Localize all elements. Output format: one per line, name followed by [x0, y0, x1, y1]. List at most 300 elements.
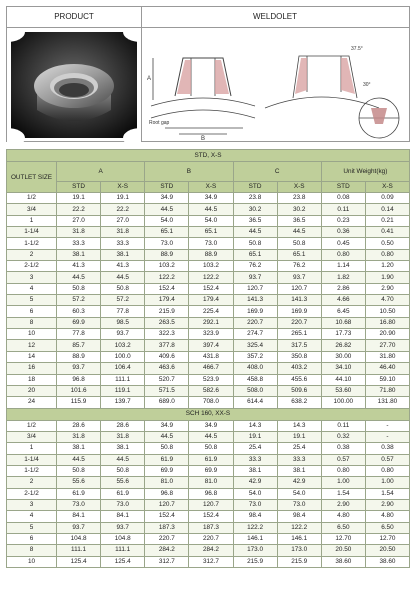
table-cell: 31.8 — [57, 431, 101, 442]
table-cell: 8 — [7, 317, 57, 328]
table-cell: 60.3 — [57, 306, 101, 317]
table-cell: 65.1 — [189, 227, 233, 238]
table-row — [7, 204, 410, 215]
table-row — [7, 193, 410, 204]
table-cell: 4.66 — [321, 295, 365, 306]
table-cell: - — [365, 431, 409, 442]
table-cell: 81.0 — [189, 477, 233, 488]
table-cell: 54.0 — [277, 488, 321, 499]
table-cell: 120.7 — [145, 499, 189, 510]
table-cell: 20.50 — [321, 545, 365, 556]
table-cell: 2 — [7, 477, 57, 488]
table-cell: 220.7 — [189, 533, 233, 544]
table-cell: 2-1/2 — [7, 261, 57, 272]
table-cell: 69.9 — [189, 465, 233, 476]
table-cell: 33.3 — [233, 454, 277, 465]
table-row — [7, 272, 410, 283]
table-cell: 65.1 — [277, 249, 321, 260]
table-row — [7, 522, 410, 533]
table-cell: 76.2 — [277, 261, 321, 272]
table-cell: 111.1 — [101, 545, 145, 556]
table-cell: 409.6 — [145, 351, 189, 362]
table-cell: 31.8 — [101, 431, 145, 442]
section-title: STD, X-S — [7, 150, 410, 162]
table-cell: 76.2 — [233, 261, 277, 272]
table-cell: 44.5 — [189, 204, 233, 215]
table-cell: 73.0 — [101, 499, 145, 510]
table-cell: 54.0 — [189, 215, 233, 226]
table-cell: 33.3 — [101, 238, 145, 249]
table-cell: 1 — [7, 215, 57, 226]
table-row — [7, 454, 410, 465]
table-cell: 0.36 — [321, 227, 365, 238]
table-cell: 106.4 — [101, 363, 145, 374]
table-cell: 31.8 — [101, 227, 145, 238]
table-cell: 614.4 — [233, 397, 277, 408]
table-cell: 50.8 — [233, 238, 277, 249]
table-cell: 38.1 — [57, 443, 101, 454]
table-cell: 1/2 — [7, 420, 57, 431]
table-cell: 431.8 — [189, 351, 233, 362]
table-cell: 20.50 — [365, 545, 409, 556]
table-cell: 689.0 — [145, 397, 189, 408]
table-cell: 2.90 — [365, 499, 409, 510]
table-cell: 38.1 — [233, 465, 277, 476]
table-cell: 33.3 — [277, 454, 321, 465]
table-cell: 30.00 — [321, 351, 365, 362]
table-cell: 152.4 — [145, 283, 189, 294]
table-cell: 36.5 — [233, 215, 277, 226]
table-cell: 50.8 — [101, 283, 145, 294]
table-row — [7, 556, 410, 567]
table-cell: 4.70 — [365, 295, 409, 306]
table-cell: 17.73 — [321, 329, 365, 340]
table-row — [7, 443, 410, 454]
table-cell: 274.7 — [233, 329, 277, 340]
table-cell: 16 — [7, 363, 57, 374]
table-cell: 0.57 — [365, 454, 409, 465]
table-cell: 139.7 — [101, 397, 145, 408]
table-cell: 1.00 — [321, 477, 365, 488]
table-cell: 88.9 — [189, 249, 233, 260]
table-cell: 292.1 — [189, 317, 233, 328]
table-cell: 3/4 — [7, 204, 57, 215]
section-header-row — [7, 408, 410, 420]
table-cell: 57.2 — [57, 295, 101, 306]
table-cell: 6.45 — [321, 306, 365, 317]
table-cell: 88.9 — [145, 249, 189, 260]
table-cell: 100.0 — [101, 351, 145, 362]
table-cell: 284.2 — [189, 545, 233, 556]
header-divider — [141, 27, 142, 141]
table-cell: 38.1 — [101, 249, 145, 260]
table-row — [7, 249, 410, 260]
table-cell: 350.8 — [277, 351, 321, 362]
table-cell: 2.90 — [321, 499, 365, 510]
table-cell: 0.80 — [365, 465, 409, 476]
table-row — [7, 261, 410, 272]
table-cell: 61.9 — [57, 488, 101, 499]
table-row — [7, 545, 410, 556]
table-cell: 2.86 — [321, 283, 365, 294]
table-cell: 100.00 — [321, 397, 365, 408]
table-cell: 0.14 — [365, 204, 409, 215]
table-cell: 5 — [7, 295, 57, 306]
table-cell: 22.2 — [101, 204, 145, 215]
table-cell: 44.5 — [145, 431, 189, 442]
col-outlet-size: OUTLET SIZE — [7, 162, 57, 193]
table-cell: 3 — [7, 272, 57, 283]
table-cell: 6.50 — [365, 522, 409, 533]
weldolet-dimension-drawing — [143, 28, 409, 142]
col-b-std: STD — [145, 182, 189, 193]
table-cell: 1.54 — [365, 488, 409, 499]
table-row — [7, 488, 410, 499]
table-cell: 20 — [7, 385, 57, 396]
table-cell: 20.90 — [365, 329, 409, 340]
col-a: A — [57, 162, 145, 182]
table-cell: 0.80 — [365, 249, 409, 260]
table-cell: 6.50 — [321, 522, 365, 533]
table-cell: 42.9 — [277, 477, 321, 488]
table-cell: 523.9 — [189, 374, 233, 385]
table-cell: 85.7 — [57, 340, 101, 351]
table-cell: 44.5 — [145, 204, 189, 215]
table-cell: 1-1/4 — [7, 227, 57, 238]
table-cell: 1.82 — [321, 272, 365, 283]
table-row — [7, 363, 410, 374]
table-cell: 38.1 — [101, 443, 145, 454]
table-cell: 0.45 — [321, 238, 365, 249]
table-cell: 12.70 — [321, 533, 365, 544]
table-cell: 28.6 — [101, 420, 145, 431]
table-cell: 38.1 — [57, 249, 101, 260]
table-cell: 408.0 — [233, 363, 277, 374]
table-cell: 3 — [7, 499, 57, 510]
table-cell: 312.7 — [189, 556, 233, 567]
table-cell: 120.7 — [189, 499, 233, 510]
table-cell: 1.00 — [365, 477, 409, 488]
table-cell: 34.9 — [145, 193, 189, 204]
table-cell: 44.5 — [101, 272, 145, 283]
table-cell: 96.8 — [189, 488, 233, 499]
table-cell: 141.3 — [277, 295, 321, 306]
col-c-std: STD — [233, 182, 277, 193]
table-row — [7, 317, 410, 328]
table-row — [7, 295, 410, 306]
product-header-panel — [6, 6, 410, 142]
table-cell: 187.3 — [189, 522, 233, 533]
table-cell: 61.9 — [145, 454, 189, 465]
table-cell: 77.8 — [57, 329, 101, 340]
table-cell: 0.08 — [321, 193, 365, 204]
table-cell: 69.9 — [57, 317, 101, 328]
table-cell: 146.1 — [277, 533, 321, 544]
table-cell: 0.11 — [321, 204, 365, 215]
table-cell: 263.5 — [145, 317, 189, 328]
table-cell: 73.0 — [57, 499, 101, 510]
table-subheader-row — [7, 182, 410, 193]
table-cell: 0.80 — [321, 249, 365, 260]
table-cell: 2.90 — [365, 283, 409, 294]
table-cell: 30.2 — [233, 204, 277, 215]
table-header-row — [7, 162, 410, 182]
table-cell: 220.7 — [233, 317, 277, 328]
table-row — [7, 477, 410, 488]
table-cell: 1.14 — [321, 261, 365, 272]
table-cell: 1-1/2 — [7, 465, 57, 476]
table-cell: 54.0 — [145, 215, 189, 226]
table-cell: 31.8 — [57, 227, 101, 238]
table-cell: 0.41 — [365, 227, 409, 238]
table-cell: 44.5 — [233, 227, 277, 238]
table-cell: 0.80 — [321, 465, 365, 476]
table-cell: 122.2 — [189, 272, 233, 283]
table-cell: 141.3 — [233, 295, 277, 306]
table-cell: 520.7 — [145, 374, 189, 385]
table-cell: 14.3 — [277, 420, 321, 431]
table-row — [7, 511, 410, 522]
table-cell: 1-1/4 — [7, 454, 57, 465]
table-cell: 34.10 — [321, 363, 365, 374]
table-cell: 312.7 — [145, 556, 189, 567]
table-cell: 458.8 — [233, 374, 277, 385]
table-cell: 73.0 — [233, 499, 277, 510]
root-gap-label: Root gap — [149, 120, 170, 126]
table-cell: 0.38 — [321, 443, 365, 454]
table-cell: 0.32 — [321, 431, 365, 442]
table-row — [7, 238, 410, 249]
table-cell: 96.8 — [57, 374, 101, 385]
table-cell: 122.2 — [233, 522, 277, 533]
table-cell: 169.9 — [277, 306, 321, 317]
table-cell: 50.8 — [57, 283, 101, 294]
table-cell: 169.9 — [233, 306, 277, 317]
table-cell: 41.3 — [57, 261, 101, 272]
table-cell: 10.68 — [321, 317, 365, 328]
table-cell: 38.60 — [321, 556, 365, 567]
table-cell: 122.2 — [277, 522, 321, 533]
table-row — [7, 340, 410, 351]
table-cell: 50.8 — [189, 443, 233, 454]
weldolet-caption: WELDOLET — [141, 7, 409, 28]
weldolet-product-photo — [7, 28, 141, 142]
col-weight-xs: X-S — [365, 182, 409, 193]
table-cell: 152.4 — [189, 283, 233, 294]
table-cell: 42.9 — [233, 477, 277, 488]
dim-label-a: A — [147, 76, 152, 82]
table-cell: 103.2 — [101, 340, 145, 351]
col-b: B — [145, 162, 233, 182]
table-cell: 284.2 — [145, 545, 189, 556]
table-cell: 131.80 — [365, 397, 409, 408]
table-cell: 93.7 — [57, 522, 101, 533]
table-cell: 10 — [7, 556, 57, 567]
table-cell: 115.9 — [57, 397, 101, 408]
table-cell: 93.7 — [101, 329, 145, 340]
table-cell: 220.7 — [277, 317, 321, 328]
table-row — [7, 397, 410, 408]
table-cell: 73.0 — [189, 238, 233, 249]
table-cell: 0.23 — [321, 215, 365, 226]
table-cell: 55.6 — [57, 477, 101, 488]
table-cell: 0.09 — [365, 193, 409, 204]
table-row — [7, 533, 410, 544]
dim-label-b: B — [201, 136, 206, 142]
table-cell: 38.60 — [365, 556, 409, 567]
table-body — [7, 193, 410, 568]
table-cell: 708.0 — [189, 397, 233, 408]
table-cell: 73.0 — [277, 499, 321, 510]
table-cell: 31.80 — [365, 351, 409, 362]
table-cell: 220.7 — [145, 533, 189, 544]
col-b-xs: X-S — [189, 182, 233, 193]
table-cell: 265.1 — [277, 329, 321, 340]
table-row — [7, 431, 410, 442]
table-cell: 463.6 — [145, 363, 189, 374]
table-row — [7, 329, 410, 340]
table-cell: 125.4 — [101, 556, 145, 567]
table-cell: 571.5 — [145, 385, 189, 396]
table-cell: 377.8 — [145, 340, 189, 351]
table-cell: 98.4 — [277, 511, 321, 522]
angle-label-1: 37.5° — [351, 46, 363, 52]
table-cell: 187.3 — [145, 522, 189, 533]
table-cell: 27.70 — [365, 340, 409, 351]
table-cell: 152.4 — [145, 511, 189, 522]
table-cell: 34.9 — [189, 193, 233, 204]
table-cell: 509.6 — [277, 385, 321, 396]
table-cell: 33.3 — [57, 238, 101, 249]
table-row — [7, 306, 410, 317]
table-cell: 111.1 — [57, 545, 101, 556]
table-cell: 44.5 — [189, 431, 233, 442]
table-cell: 27.0 — [101, 215, 145, 226]
table-cell: 173.0 — [277, 545, 321, 556]
table-cell: 120.7 — [233, 283, 277, 294]
table-cell: 25.4 — [277, 443, 321, 454]
table-row — [7, 351, 410, 362]
table-cell: 6 — [7, 533, 57, 544]
col-unit-weight: Unit Weight(kg) — [321, 162, 409, 182]
col-c-xs: X-S — [277, 182, 321, 193]
table-cell: 46.40 — [365, 363, 409, 374]
table-row — [7, 227, 410, 238]
table-cell: 215.9 — [277, 556, 321, 567]
table-cell: 10.50 — [365, 306, 409, 317]
table-cell: 125.4 — [57, 556, 101, 567]
table-cell: 34.9 — [145, 420, 189, 431]
angle-label-2: 30° — [363, 82, 371, 88]
table-cell: 50.8 — [277, 238, 321, 249]
table-cell: 120.7 — [277, 283, 321, 294]
table-cell: 84.1 — [57, 511, 101, 522]
table-cell: - — [365, 420, 409, 431]
table-cell: 55.6 — [101, 477, 145, 488]
table-cell: 38.1 — [277, 465, 321, 476]
table-cell: 98.5 — [101, 317, 145, 328]
table-cell: 638.2 — [277, 397, 321, 408]
table-cell: 53.60 — [321, 385, 365, 396]
table-cell: 173.0 — [233, 545, 277, 556]
table-cell: 19.1 — [233, 431, 277, 442]
table-cell: 59.10 — [365, 374, 409, 385]
table-cell: 54.0 — [233, 488, 277, 499]
table-cell: 14 — [7, 351, 57, 362]
table-cell: 1/2 — [7, 193, 57, 204]
table-cell: 84.1 — [101, 511, 145, 522]
table-cell: 61.9 — [189, 454, 233, 465]
table-cell: 582.6 — [189, 385, 233, 396]
table-cell: 44.5 — [101, 454, 145, 465]
table-cell: 0.11 — [321, 420, 365, 431]
table-cell: 1.20 — [365, 261, 409, 272]
table-cell: 61.9 — [101, 488, 145, 499]
table-cell: 122.2 — [145, 272, 189, 283]
table-cell: 44.5 — [277, 227, 321, 238]
table-cell: 44.5 — [57, 272, 101, 283]
table-cell: 4.80 — [321, 511, 365, 522]
table-cell: 215.9 — [145, 306, 189, 317]
table-cell: 5 — [7, 522, 57, 533]
section-header-row — [7, 150, 410, 162]
table-cell: 10 — [7, 329, 57, 340]
table-cell: 215.9 — [233, 556, 277, 567]
table-cell: 104.8 — [57, 533, 101, 544]
table-cell: 101.6 — [57, 385, 101, 396]
col-weight-std: STD — [321, 182, 365, 193]
table-cell: 27.0 — [57, 215, 101, 226]
table-cell: 12.70 — [365, 533, 409, 544]
table-cell: 119.1 — [101, 385, 145, 396]
table-cell: 28.6 — [57, 420, 101, 431]
table-cell: 44.5 — [57, 454, 101, 465]
col-a-std: STD — [57, 182, 101, 193]
table-cell: 30.2 — [277, 204, 321, 215]
table-cell: 103.2 — [145, 261, 189, 272]
table-cell: 2 — [7, 249, 57, 260]
section-title: SCH 160, XX-S — [7, 408, 410, 420]
table-row — [7, 499, 410, 510]
table-row — [7, 215, 410, 226]
table-cell: 325.4 — [233, 340, 277, 351]
table-cell: 24 — [7, 397, 57, 408]
table-cell: 98.4 — [233, 511, 277, 522]
table-cell: 322.3 — [145, 329, 189, 340]
table-cell: 69.9 — [145, 465, 189, 476]
table-cell: 93.7 — [277, 272, 321, 283]
table-cell: 50.8 — [145, 443, 189, 454]
table-cell: 19.1 — [101, 193, 145, 204]
table-cell: 1-1/2 — [7, 238, 57, 249]
table-cell: 36.5 — [277, 215, 321, 226]
table-cell: 8 — [7, 545, 57, 556]
table-cell: 34.9 — [189, 420, 233, 431]
table-cell: 2-1/2 — [7, 488, 57, 499]
table-cell: 44.10 — [321, 374, 365, 385]
table-cell: 317.5 — [277, 340, 321, 351]
table-cell: 14.3 — [233, 420, 277, 431]
table-row — [7, 420, 410, 431]
table-cell: 12 — [7, 340, 57, 351]
table-cell: 179.4 — [189, 295, 233, 306]
table-cell: 71.80 — [365, 385, 409, 396]
table-cell: 19.1 — [277, 431, 321, 442]
table-cell: 23.8 — [233, 193, 277, 204]
table-cell: 111.1 — [101, 374, 145, 385]
table-cell: 65.1 — [145, 227, 189, 238]
table-cell: 225.4 — [189, 306, 233, 317]
